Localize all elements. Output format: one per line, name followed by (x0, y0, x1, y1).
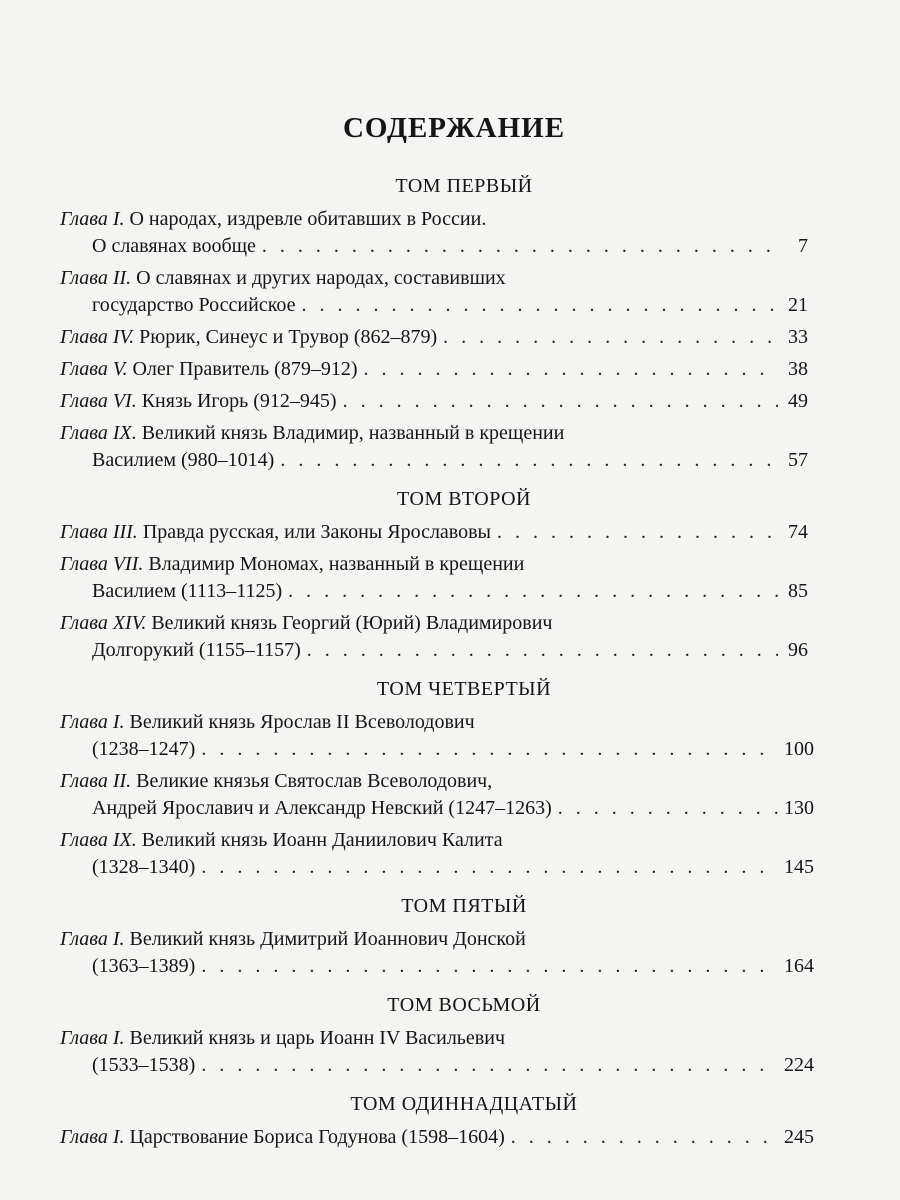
toc-entry-text (60, 1025, 505, 1052)
chapter-number: Глава I. (60, 1027, 125, 1049)
toc-entry-line (60, 736, 814, 763)
chapter-number: Глава IX. (60, 829, 137, 851)
dot-leader (302, 292, 778, 319)
toc-entry[interactable] (60, 926, 814, 980)
volume-heading: ТОМ ПЕРВЫЙ (395, 175, 533, 197)
toc-entry-text (92, 854, 195, 881)
page-number: 164 (784, 955, 814, 977)
dot-leader (343, 388, 778, 415)
toc-entry-text (92, 736, 195, 763)
dot-leader (201, 854, 778, 881)
toc-entry[interactable] (60, 610, 808, 664)
chapter-number: Глава I. (60, 1126, 125, 1148)
chapter-title: Великий князь и царь Иоанн IV Васильевич (129, 1027, 506, 1049)
toc-entry-text (60, 356, 357, 383)
toc-entry[interactable] (60, 519, 808, 546)
dot-leader (201, 736, 778, 763)
toc-entry-line (60, 637, 808, 664)
toc-entry-text (92, 795, 552, 822)
toc-entry-text (60, 926, 526, 953)
toc-entry-line (60, 551, 808, 578)
dot-leader (497, 519, 778, 546)
toc-entry[interactable] (60, 1025, 814, 1079)
toc-entry-line (60, 420, 808, 447)
toc-entry-line (60, 827, 808, 854)
toc-entry-line (60, 768, 808, 795)
toc-entry-line (60, 388, 808, 415)
chapter-title: Олег Правитель (879–912) (132, 358, 358, 380)
page-number: 57 (788, 449, 808, 471)
chapter-title: Князь Игорь (912–945) (141, 390, 337, 412)
toc-entry-text (60, 610, 552, 637)
toc-entry-text (60, 388, 337, 415)
chapter-number: Глава XIV. (60, 612, 147, 634)
toc-entry-line (60, 578, 808, 605)
page-number: 100 (784, 738, 814, 760)
chapter-number: Глава VII. (60, 553, 144, 575)
chapter-title: Великий князь Владимир, названный в крещении (141, 422, 565, 444)
toc-entry-line (60, 1124, 814, 1151)
volume-heading: ТОМ ВТОРОЙ (397, 488, 531, 510)
chapter-title: Великий князь Ярослав II Всеволодович (129, 711, 475, 733)
toc-entry[interactable] (60, 827, 814, 881)
toc-entry-text (60, 206, 486, 233)
chapter-title: Рюрик, Синеус и Трувор (862–879) (139, 326, 438, 348)
toc-entry-text (60, 709, 475, 736)
toc-entry-text (60, 519, 491, 546)
chapter-title: Владимир Мономах, названный в крещении (148, 553, 525, 575)
chapter-title: Долгорукий (1155–1157) (92, 639, 301, 661)
toc-entry-text (60, 1124, 505, 1151)
toc-entry[interactable] (60, 265, 808, 319)
page-number: 7 (798, 235, 808, 257)
toc-entry-text (60, 551, 524, 578)
toc-entry-text (92, 447, 274, 474)
toc-entry-text (60, 827, 503, 854)
toc-entry-text (92, 637, 301, 664)
chapter-number: Глава I. (60, 928, 125, 950)
toc-entry-line (60, 447, 808, 474)
chapter-number: Глава III. (60, 521, 138, 543)
volume-heading: ТОМ ВОСЬМОЙ (387, 994, 541, 1016)
page-number: 224 (784, 1054, 814, 1076)
toc-entry[interactable] (60, 324, 808, 351)
toc-entry-text (60, 768, 492, 795)
toc-entry-line (60, 926, 808, 953)
dot-leader (201, 1052, 778, 1079)
toc-entry-line (60, 324, 808, 351)
chapter-title: (1238–1247) (92, 738, 196, 760)
page-number: 33 (788, 326, 808, 348)
page-number: 49 (788, 390, 808, 412)
toc-entry-line (60, 265, 808, 292)
chapter-title: Великий князь Георгий (Юрий) Владимирович (151, 612, 553, 634)
dot-leader (558, 795, 778, 822)
dot-leader (511, 1124, 778, 1151)
volume-heading: ТОМ ЧЕТВЕРТЫЙ (376, 678, 552, 700)
toc-entry-line (60, 233, 808, 260)
volume-heading: ТОМ ОДИННАДЦАТЫЙ (350, 1093, 578, 1115)
toc-entry-line (60, 292, 808, 319)
toc-entry-line (60, 953, 814, 980)
toc-entry-line (60, 206, 808, 233)
toc-entry[interactable] (60, 551, 808, 605)
dot-leader (201, 953, 778, 980)
chapter-title: Василием (1113–1125) (92, 580, 283, 602)
table-of-contents (60, 175, 814, 1151)
chapter-number: Глава II. (60, 267, 132, 289)
chapter-number: Глава IX. (60, 422, 137, 444)
toc-entry-text (92, 233, 256, 260)
toc-entry-line (60, 795, 814, 822)
page-number: 74 (788, 521, 808, 543)
page-number: 85 (788, 580, 808, 602)
page-number: 145 (784, 856, 814, 878)
toc-entry-line (60, 1025, 808, 1052)
page-number: 38 (788, 358, 808, 380)
toc-entry-text (92, 953, 195, 980)
page-number: 130 (784, 797, 814, 819)
toc-entry-line (60, 709, 808, 736)
chapter-title: Василием (980–1014) (92, 449, 275, 471)
page-number: 245 (784, 1126, 814, 1148)
toc-entry[interactable] (60, 1124, 814, 1151)
chapter-title: Правда русская, или Законы Ярославовы (142, 521, 491, 543)
chapter-title: Великий князь Иоанн Даниилович Калита (141, 829, 503, 851)
chapter-title: (1328–1340) (92, 856, 196, 878)
chapter-title: О народах, издревле обитавших в России. (129, 208, 487, 230)
toc-entry[interactable] (60, 356, 808, 383)
toc-entry-line (60, 1052, 814, 1079)
chapter-number: Глава V. (60, 358, 128, 380)
toc-entry-text (92, 292, 296, 319)
chapter-title: Великий князь Димитрий Иоаннович Донской (129, 928, 526, 950)
dot-leader (443, 324, 778, 351)
chapter-number: Глава VI. (60, 390, 137, 412)
toc-entry-line (60, 854, 814, 881)
chapter-title: О славянах вообще (92, 235, 256, 257)
chapter-number: Глава I. (60, 711, 125, 733)
chapter-title: (1363–1389) (92, 955, 196, 977)
toc-entry-text (60, 265, 506, 292)
dot-leader (307, 637, 778, 664)
page-number: 96 (788, 639, 808, 661)
chapter-title: О славянах и других народах, составивших (136, 267, 506, 289)
toc-entry-text (92, 578, 282, 605)
chapter-title: Великие князья Святослав Всеволодович, (136, 770, 493, 792)
toc-entry-line (60, 519, 808, 546)
toc-entry[interactable] (60, 709, 814, 763)
toc-entry[interactable] (60, 388, 808, 415)
chapter-title: Царствование Бориса Годунова (1598–1604) (129, 1126, 505, 1148)
toc-entry[interactable] (60, 768, 814, 822)
chapter-number: Глава I. (60, 208, 125, 230)
chapter-title: государство Российское (92, 294, 296, 316)
toc-entry[interactable] (60, 420, 808, 474)
toc-entry-text (60, 324, 437, 351)
dot-leader (288, 578, 778, 605)
toc-entry-text (60, 420, 564, 447)
toc-entry-text (92, 1052, 195, 1079)
dot-leader (280, 447, 778, 474)
chapter-title: Андрей Ярославич и Александр Невский (1247–1263) (92, 797, 552, 819)
chapter-title: (1533–1538) (92, 1054, 196, 1076)
toc-entry-line (60, 356, 808, 383)
page-title: СОДЕРЖАНИЕ (342, 112, 566, 144)
toc-entry[interactable] (60, 206, 808, 260)
page-number: 21 (788, 294, 808, 316)
dot-leader (363, 356, 778, 383)
toc-entry-line (60, 610, 808, 637)
chapter-number: Глава IV. (60, 326, 135, 348)
chapter-number: Глава II. (60, 770, 132, 792)
dot-leader (262, 233, 778, 260)
volume-heading: ТОМ ПЯТЫЙ (401, 895, 527, 917)
